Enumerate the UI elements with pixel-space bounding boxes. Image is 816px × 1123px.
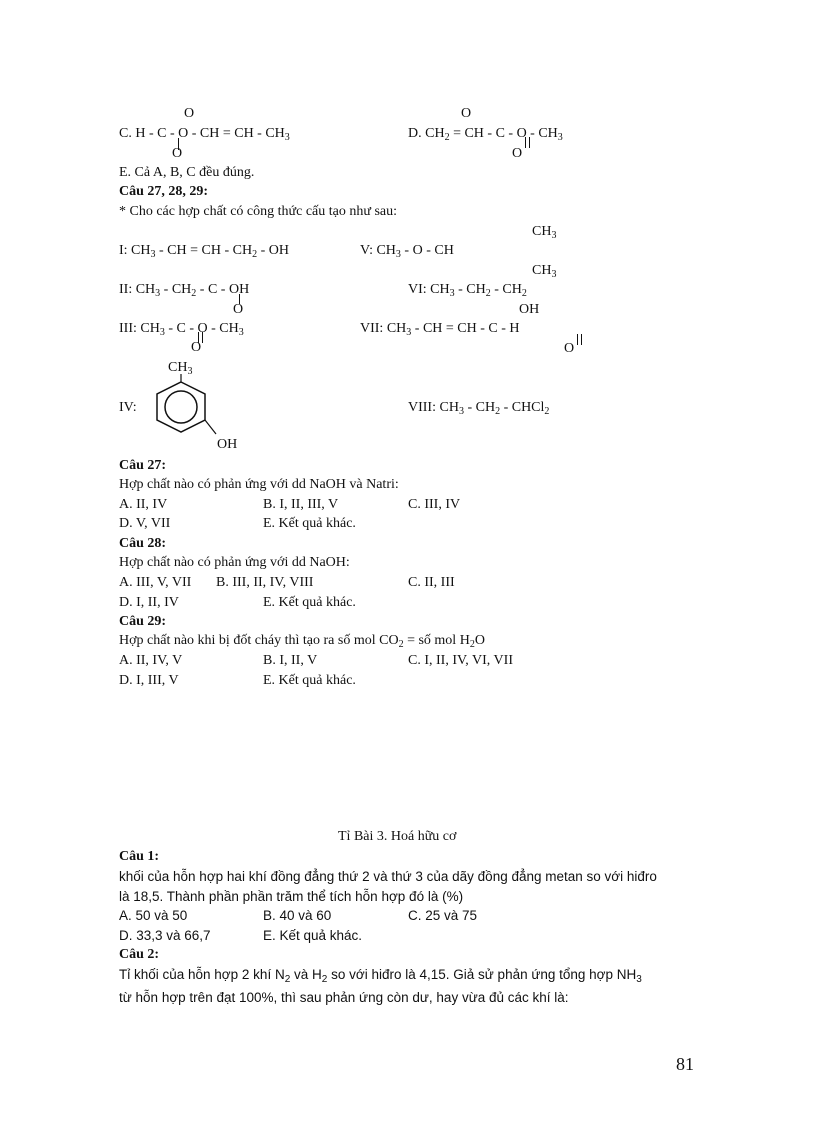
- compound-vi-oh: OH: [519, 302, 540, 317]
- q29-option-d: D. I, III, V: [119, 673, 179, 688]
- s-q1-option-c: C. 25 và 75: [408, 908, 478, 923]
- compound-vii-oxygen: O: [564, 341, 575, 356]
- q29-question: Hợp chất nào khi bị đốt cháy thì tạo ra số mol $CO_2$ = số mol $H_2O$: [119, 633, 485, 650]
- benzene-ring-icon: [148, 374, 218, 440]
- double-bond-icon: [198, 332, 203, 343]
- double-bond-icon: [577, 334, 582, 345]
- q29-option-e: E. Kết quả khác.: [263, 673, 356, 688]
- option-e: E. Cả A, B, C đều đúng.: [119, 165, 255, 180]
- option-d: D. $CH_2$ = CH - C - O - $CH_3$: [408, 126, 563, 143]
- option-d-oxygen-top: O: [461, 106, 472, 121]
- compound-v-ch3-bottom: $CH_3$: [532, 263, 557, 280]
- compound-iii: III: $CH_3$ - C - O - $CH_3$: [119, 321, 244, 338]
- double-bond-icon: [525, 137, 530, 148]
- q28-option-e: E. Kết quả khác.: [263, 595, 356, 610]
- option-c: C. H - C - O - CH = CH - $CH_3$: [119, 126, 290, 143]
- double-bond-icon: [239, 294, 241, 304]
- q28-option-d: D. I, II, IV: [119, 595, 179, 610]
- compound-vi: VI: $CH_3 - CH_2 - CH_2$: [408, 282, 527, 299]
- compound-vii: VII: $CH_3$ - CH = CH - C - H: [360, 321, 520, 338]
- s-q2-line1: Tỉ khối của hỗn hợp 2 khí $N_2$ và $H_2$ so với hiđro là 4,15. Giả sử phản ứng tổng hợp $NH_3$: [119, 967, 642, 985]
- compound-ii-oxygen: O: [233, 302, 244, 317]
- s-q2-line2: từ hỗn hợp trên đạt 100%, thì sau phản ứng còn dư, hay vừa đủ các khí là:: [119, 990, 569, 1005]
- compound-v-ch3-top: $CH_3$: [532, 224, 557, 241]
- compound-v: V: $CH_3$ - O - CH: [360, 243, 454, 260]
- compound-ii: II: $CH_3 - CH_2$ - C - OH: [119, 282, 250, 299]
- q27-option-a: A. II, IV: [119, 497, 168, 512]
- compound-iv-oh: OH: [217, 437, 238, 452]
- s-q1-option-b: B. 40 và 60: [263, 908, 332, 923]
- q27-option-d: D. V, VII: [119, 516, 171, 531]
- q28-option-c: C. II, III: [408, 575, 455, 590]
- s-q1-line1: khối của hỗn hợp hai khí đồng đẳng thứ 2 và thứ 3 của dãy đồng đẳng metan so với hiđro: [119, 869, 657, 884]
- compound-iv-ch3: $CH_3$: [168, 360, 193, 377]
- s-q2-title: Câu 2:: [119, 947, 160, 962]
- compound-viii: VIII: $CH_3 - CH_2$ - CHCl$_2$: [408, 400, 550, 417]
- q29-option-a: A. II, IV, V: [119, 653, 183, 668]
- q28-title: Câu 28:: [119, 536, 167, 551]
- double-bond-icon: [178, 138, 180, 150]
- q29-title: Câu 29:: [119, 614, 167, 629]
- q29-option-c: C. I, II, IV, VI, VII: [408, 653, 513, 668]
- s-q1-option-e: E. Kết quả khác.: [263, 928, 363, 943]
- q27-option-b: B. I, II, III, V: [263, 497, 339, 512]
- q27-option-c: C. III, IV: [408, 497, 461, 512]
- q28-option-b: B. III, II, IV, VIII: [216, 575, 314, 590]
- intro-text: * Cho các hợp chất có công thức cấu tạo như sau:: [119, 204, 397, 219]
- question-header: Câu 27, 28, 29:: [119, 184, 209, 199]
- compound-i: I: $CH_3$ - CH = CH - $CH_2$ - OH: [119, 243, 289, 260]
- s-q1-option-a: A. 50 và 50: [119, 908, 188, 923]
- option-c-oxygen-bottom: O: [172, 146, 183, 161]
- q27-option-e: E. Kết quả khác.: [263, 516, 356, 531]
- section-title: Tỉ Bài 3. Hoá hữu cơ: [338, 829, 457, 844]
- s-q1-option-d: D. 33,3 và 66,7: [119, 928, 211, 943]
- q28-option-a: A. III, V, VII: [119, 575, 192, 590]
- q27-title: Câu 27:: [119, 458, 167, 473]
- page-number: 81: [676, 1054, 694, 1074]
- option-d-oxygen-bottom: O: [512, 146, 523, 161]
- compound-iv-label: IV:: [119, 400, 137, 415]
- option-c-oxygen-top: O: [184, 106, 195, 121]
- compound-iii-oxygen: O: [191, 340, 202, 355]
- q27-question: Hợp chất nào có phản ứng với dd NaOH và Natri:: [119, 477, 399, 492]
- q28-question: Hợp chất nào có phản ứng với dd NaOH:: [119, 555, 350, 570]
- s-q1-line2: là 18,5. Thành phần phần trăm thể tích hỗn hợp đó là (%): [119, 889, 464, 904]
- s-q1-title: Câu 1:: [119, 849, 160, 864]
- q29-option-b: B. I, II, V: [263, 653, 318, 668]
